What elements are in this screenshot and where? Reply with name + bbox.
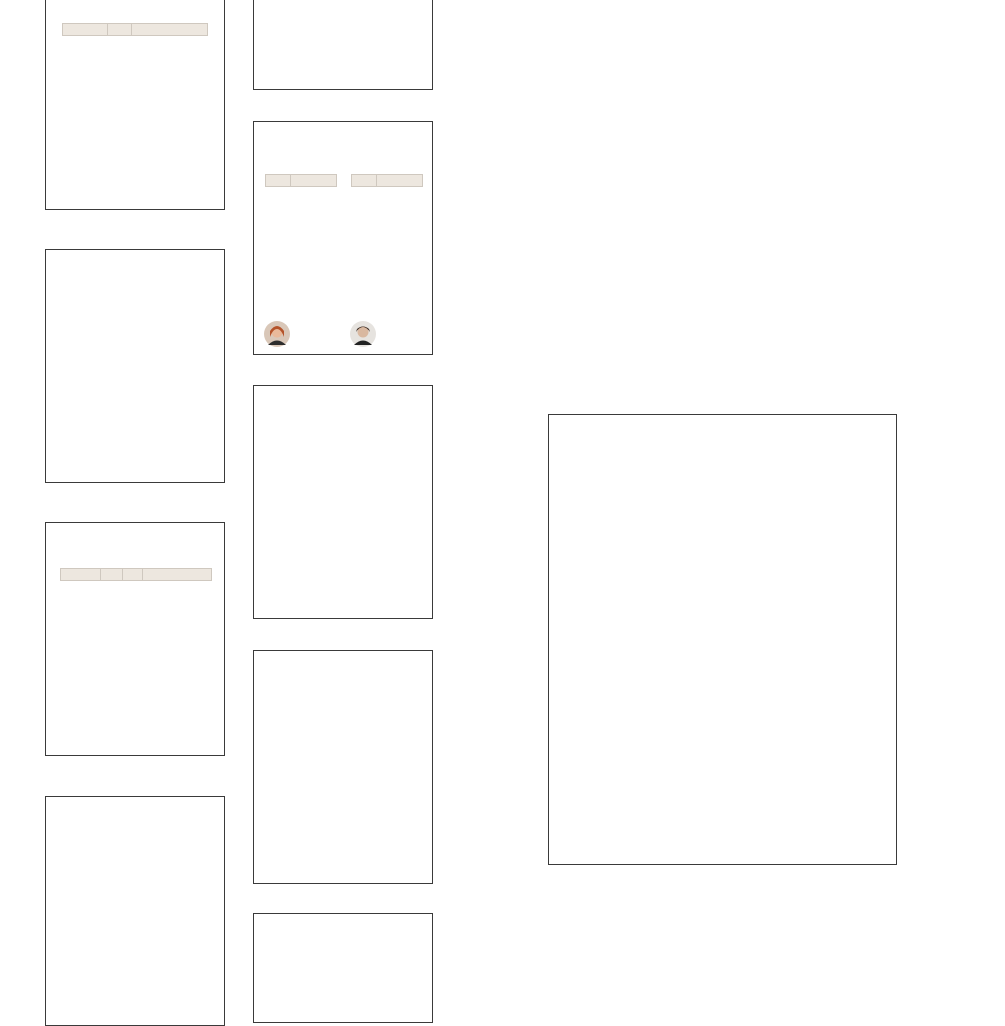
col-header (101, 569, 123, 581)
col-header (132, 24, 208, 36)
col-header (291, 175, 337, 187)
col-header (143, 569, 212, 581)
schedule-table (60, 568, 212, 581)
essentials-checklist-card (253, 0, 433, 90)
photography-family-shot-list-card (253, 650, 433, 884)
hair-stylist-avatar (350, 321, 376, 347)
photography-schedule-card (45, 522, 225, 756)
wedding-decor-checklist-card (548, 414, 897, 865)
photography-shot-list-card (45, 249, 225, 483)
hair-table (351, 174, 423, 187)
order-of-speeches-card (253, 385, 433, 619)
col-header (266, 175, 291, 187)
col-header (123, 569, 143, 581)
makeup-table (265, 174, 337, 187)
col-header (377, 175, 423, 187)
makeup-artist-avatar (264, 321, 290, 347)
task-table (62, 23, 208, 36)
col-header (63, 24, 108, 36)
bridal-suite-checklist-card (253, 913, 433, 1023)
videography-shot-list-card (45, 796, 225, 1026)
task-list-card (45, 0, 225, 210)
col-header (61, 569, 101, 581)
col-header (108, 24, 132, 36)
hair-makeup-timeline-card (253, 121, 433, 355)
col-header (352, 175, 377, 187)
